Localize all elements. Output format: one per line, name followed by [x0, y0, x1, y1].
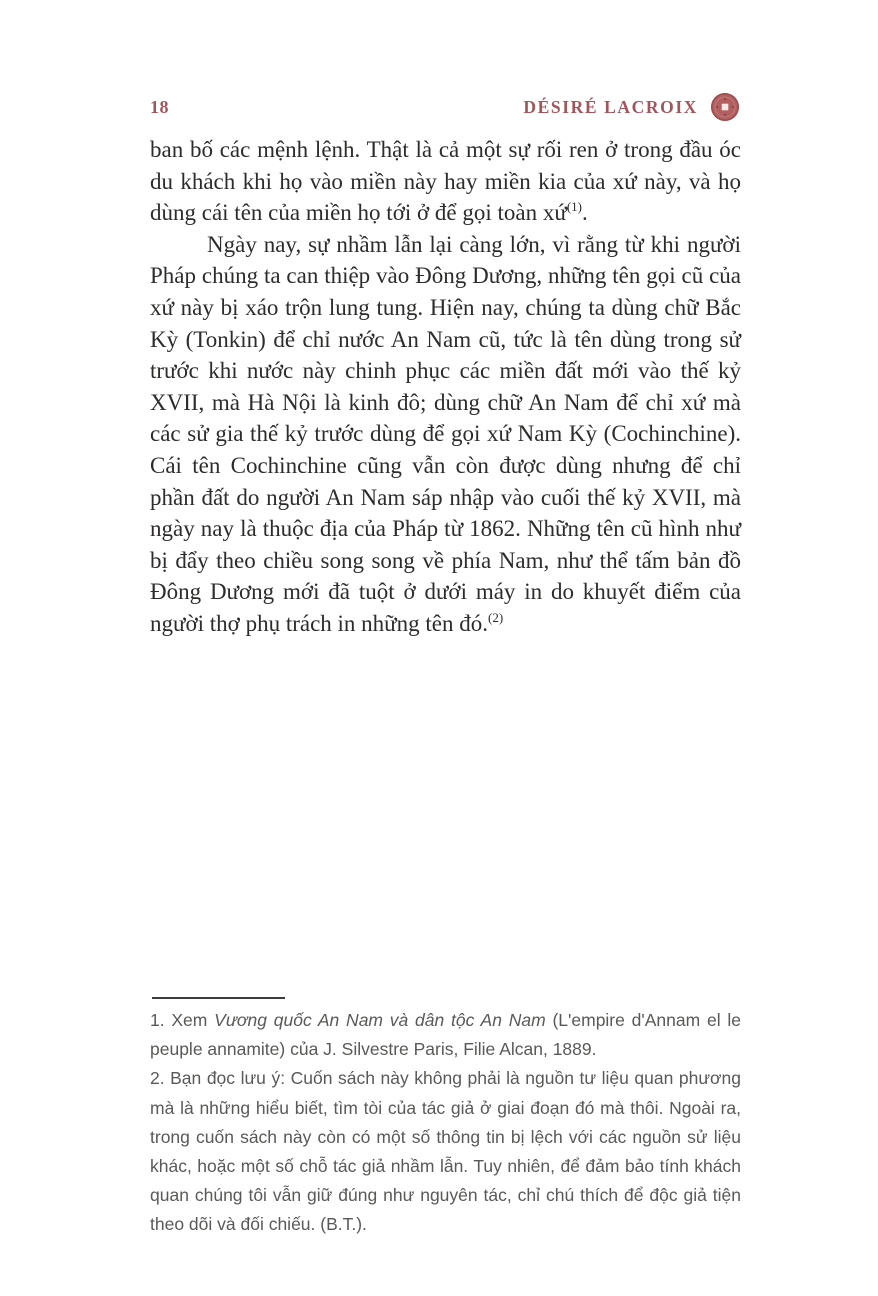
footnote-1-prefix: 1. Xem — [150, 1010, 215, 1030]
footnote-1 — [150, 1006, 741, 1064]
footnote-1-rest: (L'empire d'Annam el le peuple annamite) của J. Silvestre Paris, Filie Alcan, 1889. — [150, 1010, 742, 1060]
main-text — [150, 134, 741, 640]
paragraph-1-tail: . — [582, 200, 588, 226]
paragraph-1 — [150, 134, 741, 229]
footnote-ref-2: (2) — [488, 609, 504, 625]
paragraph-2-text: Ngày nay, sự nhầm lẫn lại càng lớn, vì rằng từ khi người Pháp chúng ta can thiệp vào Đông Dương, những tên gọi cũ của xứ này bị xáo trộn lung tung. Hiện nay, chúng ta dùng chữ Bắc Kỳ (Tonkin) để chỉ nước An Nam cũ, tức là tên dùng trong sử trước khi nước này chinh phục các miền đất mới vào thế kỷ XVII, mà Hà Nội là kinh đô; dùng chữ An Nam để chỉ xứ mà các sử gia thế kỷ trước dùng để gọi xứ Nam Kỳ (Cochinchine). Cái tên Cochinchine cũng vẫn còn được dùng nhưng để chỉ phần đất do người An Nam sáp nhập vào cuối thế kỷ XVII, mà ngày nay là thuộc địa của Pháp từ 1862. Những tên cũ hình như bị đẩy theo chiều song song về phía Nam, như thể tấm bản đồ Đông Dương mới đã tuột ở dưới máy in do khuyết điểm của người thợ phụ trách in những tên đó. — [150, 231, 741, 636]
page-number: 18 — [150, 96, 169, 117]
paragraph-1-text: ban bố các mệnh lệnh. Thật là cả một sự rối ren ở trong đầu óc du khách khi họ vào miền này hay miền kia của xứ này, và họ dùng cái tên của miền họ tới ở để gọi toàn xứ — [150, 137, 741, 226]
footnote-1-book-title: Vương quốc An Nam và dân tộc An Nam — [214, 1010, 546, 1030]
coin-icon — [710, 92, 740, 122]
footnote-ref-1: (1) — [566, 199, 583, 215]
footnote-2 — [150, 1064, 741, 1239]
footnote-separator — [152, 997, 285, 999]
header-right — [523, 92, 740, 122]
page-header — [150, 92, 740, 122]
running-head-author: DÉSIRÉ LACROIX — [523, 96, 698, 117]
paragraph-2 — [150, 229, 741, 640]
footnote-block — [150, 997, 741, 1240]
footnote-2-text: 2. Bạn đọc lưu ý: Cuốn sách này không phải là nguồn tư liệu quan phương mà là những hiểu biết, tìm tòi của tác giả ở giai đoạn đó mà thôi. Ngoài ra, trong cuốn sách này còn có một số thông tin bị lệch với các nguồn sử liệu khác, hoặc một số chỗ tác giả nhầm lẫn. Tuy nhiên, để đảm bảo tính khách quan chúng tôi vẫn giữ đúng như nguyên tác, chỉ chú thích để độc giả tiện theo dõi và đối chiếu. (B.T.). — [150, 1068, 741, 1235]
